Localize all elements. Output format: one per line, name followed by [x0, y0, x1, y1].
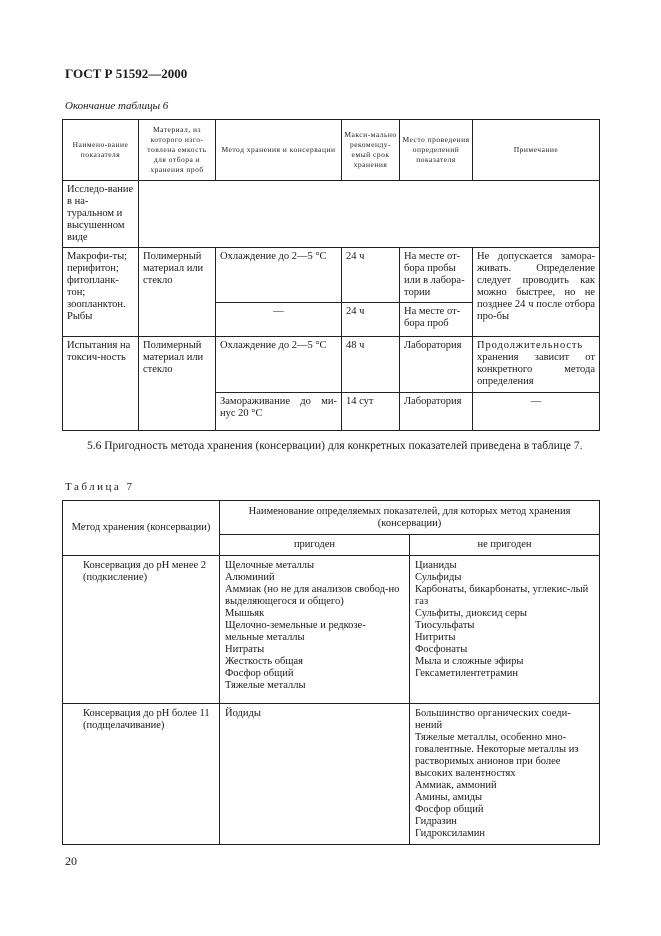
list-item: Щелочно-земельные и редкозе-мельные металлы [225, 620, 366, 643]
paragraph-5-6: 5.6 Пригодность метода хранения (консервации) для конкретных показателей приведена в таблице 7. [87, 440, 583, 452]
table6-cell-place: На месте от-бора пробы или в лабора-тории [400, 248, 473, 303]
table6-caption: Окончание таблицы 6 [65, 100, 169, 112]
table6-cell-note: Не допускается замора-живать. Определение следует проводить как можно быстрее, но не позднее 24 ч после отбора про-бы [473, 248, 600, 337]
list-item: Гидроксиламин [415, 828, 486, 839]
list-item: Мышьяк [225, 608, 265, 619]
table6-header-method: Метод хранения и консервации [216, 120, 342, 181]
table-row [63, 704, 600, 845]
table6-cell-method: — [216, 303, 342, 337]
list-item: Аммиак (но не для анализов свобод-но выделяющегося и общего) [225, 584, 400, 607]
table6-note-text: хранения зависит от конкретного метода определения [477, 352, 595, 387]
list-item: Сульфиды [415, 572, 462, 583]
table6-cell-term: 24 ч [342, 248, 400, 303]
table6-cell-term: 24 ч [342, 303, 400, 337]
table7-header-method: Метод хранения (консервации) [63, 501, 220, 556]
list-item: Фосфор общий [415, 804, 484, 815]
table-row [63, 337, 600, 393]
table6-header-note: Примечание [473, 120, 600, 181]
table6-section-filler [139, 181, 600, 248]
document-code: ГОСТ Р 51592—2000 [65, 66, 188, 81]
table6-cell-place: Лаборатория [400, 393, 473, 431]
list-item: Йодиды [225, 708, 261, 719]
table6-cell-method: Охлаждение до 2—5 °С [216, 248, 342, 303]
table7-header-unsuitable: не пригоден [410, 535, 600, 556]
table7 [62, 500, 600, 845]
list-item: Нитриты [415, 632, 456, 643]
page-number: 20 [65, 854, 77, 868]
list-item: Аммиак, аммоний [415, 780, 497, 791]
list-item: Алюминий [225, 572, 275, 583]
table6-note-lead: Продолжительность [477, 340, 584, 351]
table7-header-group: Наименование определяемых показателей, для которых метод хранения (консервации) [220, 501, 600, 535]
table6-section-row [63, 181, 600, 248]
table7-cell-method: Консервация до pH менее 2 (подкисление) [63, 556, 220, 704]
table7-cell-unsuitable [410, 704, 600, 845]
list-item: Тяжелые металлы, особенно мно-говалентные. Некоторые металлы из растворимых анионов при более высоких валентностях [415, 732, 579, 779]
table7-cell-method: Консервация до pH более 11 (подщелачивание) [63, 704, 220, 845]
table-row [63, 556, 600, 704]
list-item: Карбонаты, бикарбонаты, углекис-лый газ [415, 584, 589, 607]
list-item: Цианиды [415, 560, 457, 571]
table6-cell-material: Полимерный материал или стекло [139, 248, 216, 337]
table6-header-material: Материал, из которого изго-товлена емкость для отбора и хранения проб [139, 120, 216, 181]
list-item: Мыла и сложные эфиры [415, 656, 524, 667]
list-item: Фосфонаты [415, 644, 468, 655]
table6-header-row [63, 120, 600, 181]
table7-cell-suitable [220, 704, 410, 845]
table7-header-suitable: пригоден [220, 535, 410, 556]
table7-header-row [63, 501, 600, 535]
list-item: Амины, амиды [415, 792, 483, 803]
table7-cell-unsuitable [410, 556, 600, 704]
table6-cell-note: — [473, 393, 600, 431]
list-item: Фосфор общий [225, 668, 294, 679]
table6-cell-indicator: Макрофи-ты; перифитон; фитопланк-тон; зоопланктон. Рыбы [63, 248, 139, 337]
table6-cell-place: На месте от-бора проб [400, 303, 473, 337]
list-item: Жесткость общая [225, 656, 303, 667]
table6-section-label: Исследо-вание в на-туральном и высушенном виде [63, 181, 139, 248]
list-item: Гексаметилентетрамин [415, 668, 519, 679]
table6-cell-method: Замораживание до ми-нус 20 °С [216, 393, 342, 431]
table7-cell-suitable [220, 556, 410, 704]
table6-cell-term: 14 сут [342, 393, 400, 431]
table6 [62, 119, 600, 431]
table6-cell-note [473, 337, 600, 393]
table7-caption: Таблица 7 [65, 481, 135, 493]
list-item: Щелочные металлы [225, 560, 315, 571]
table6-cell-indicator: Испытания на токсич-ность [63, 337, 139, 431]
list-item: Сульфиты, диоксид серы [415, 608, 527, 619]
table6-cell-material: Полимерный материал или стекло [139, 337, 216, 431]
list-item: Большинство органических соеди-нений [415, 708, 571, 731]
table6-header-indicator: Наимено-вание показателя [63, 120, 139, 181]
table6-header-term: Макси-мально рекоменду-емый срок хранения [342, 120, 400, 181]
list-item: Тяжелые металлы [225, 680, 306, 691]
table-row [63, 248, 600, 303]
list-item: Гидразин [415, 816, 457, 827]
table6-cell-place: Лаборатория [400, 337, 473, 393]
list-item: Нитраты [225, 644, 265, 655]
list-item: Тиосульфаты [415, 620, 475, 631]
table6-cell-term: 48 ч [342, 337, 400, 393]
table6-cell-method: Охлаждение до 2—5 °С [216, 337, 342, 393]
table6-header-place: Место проведения определений показателя [400, 120, 473, 181]
